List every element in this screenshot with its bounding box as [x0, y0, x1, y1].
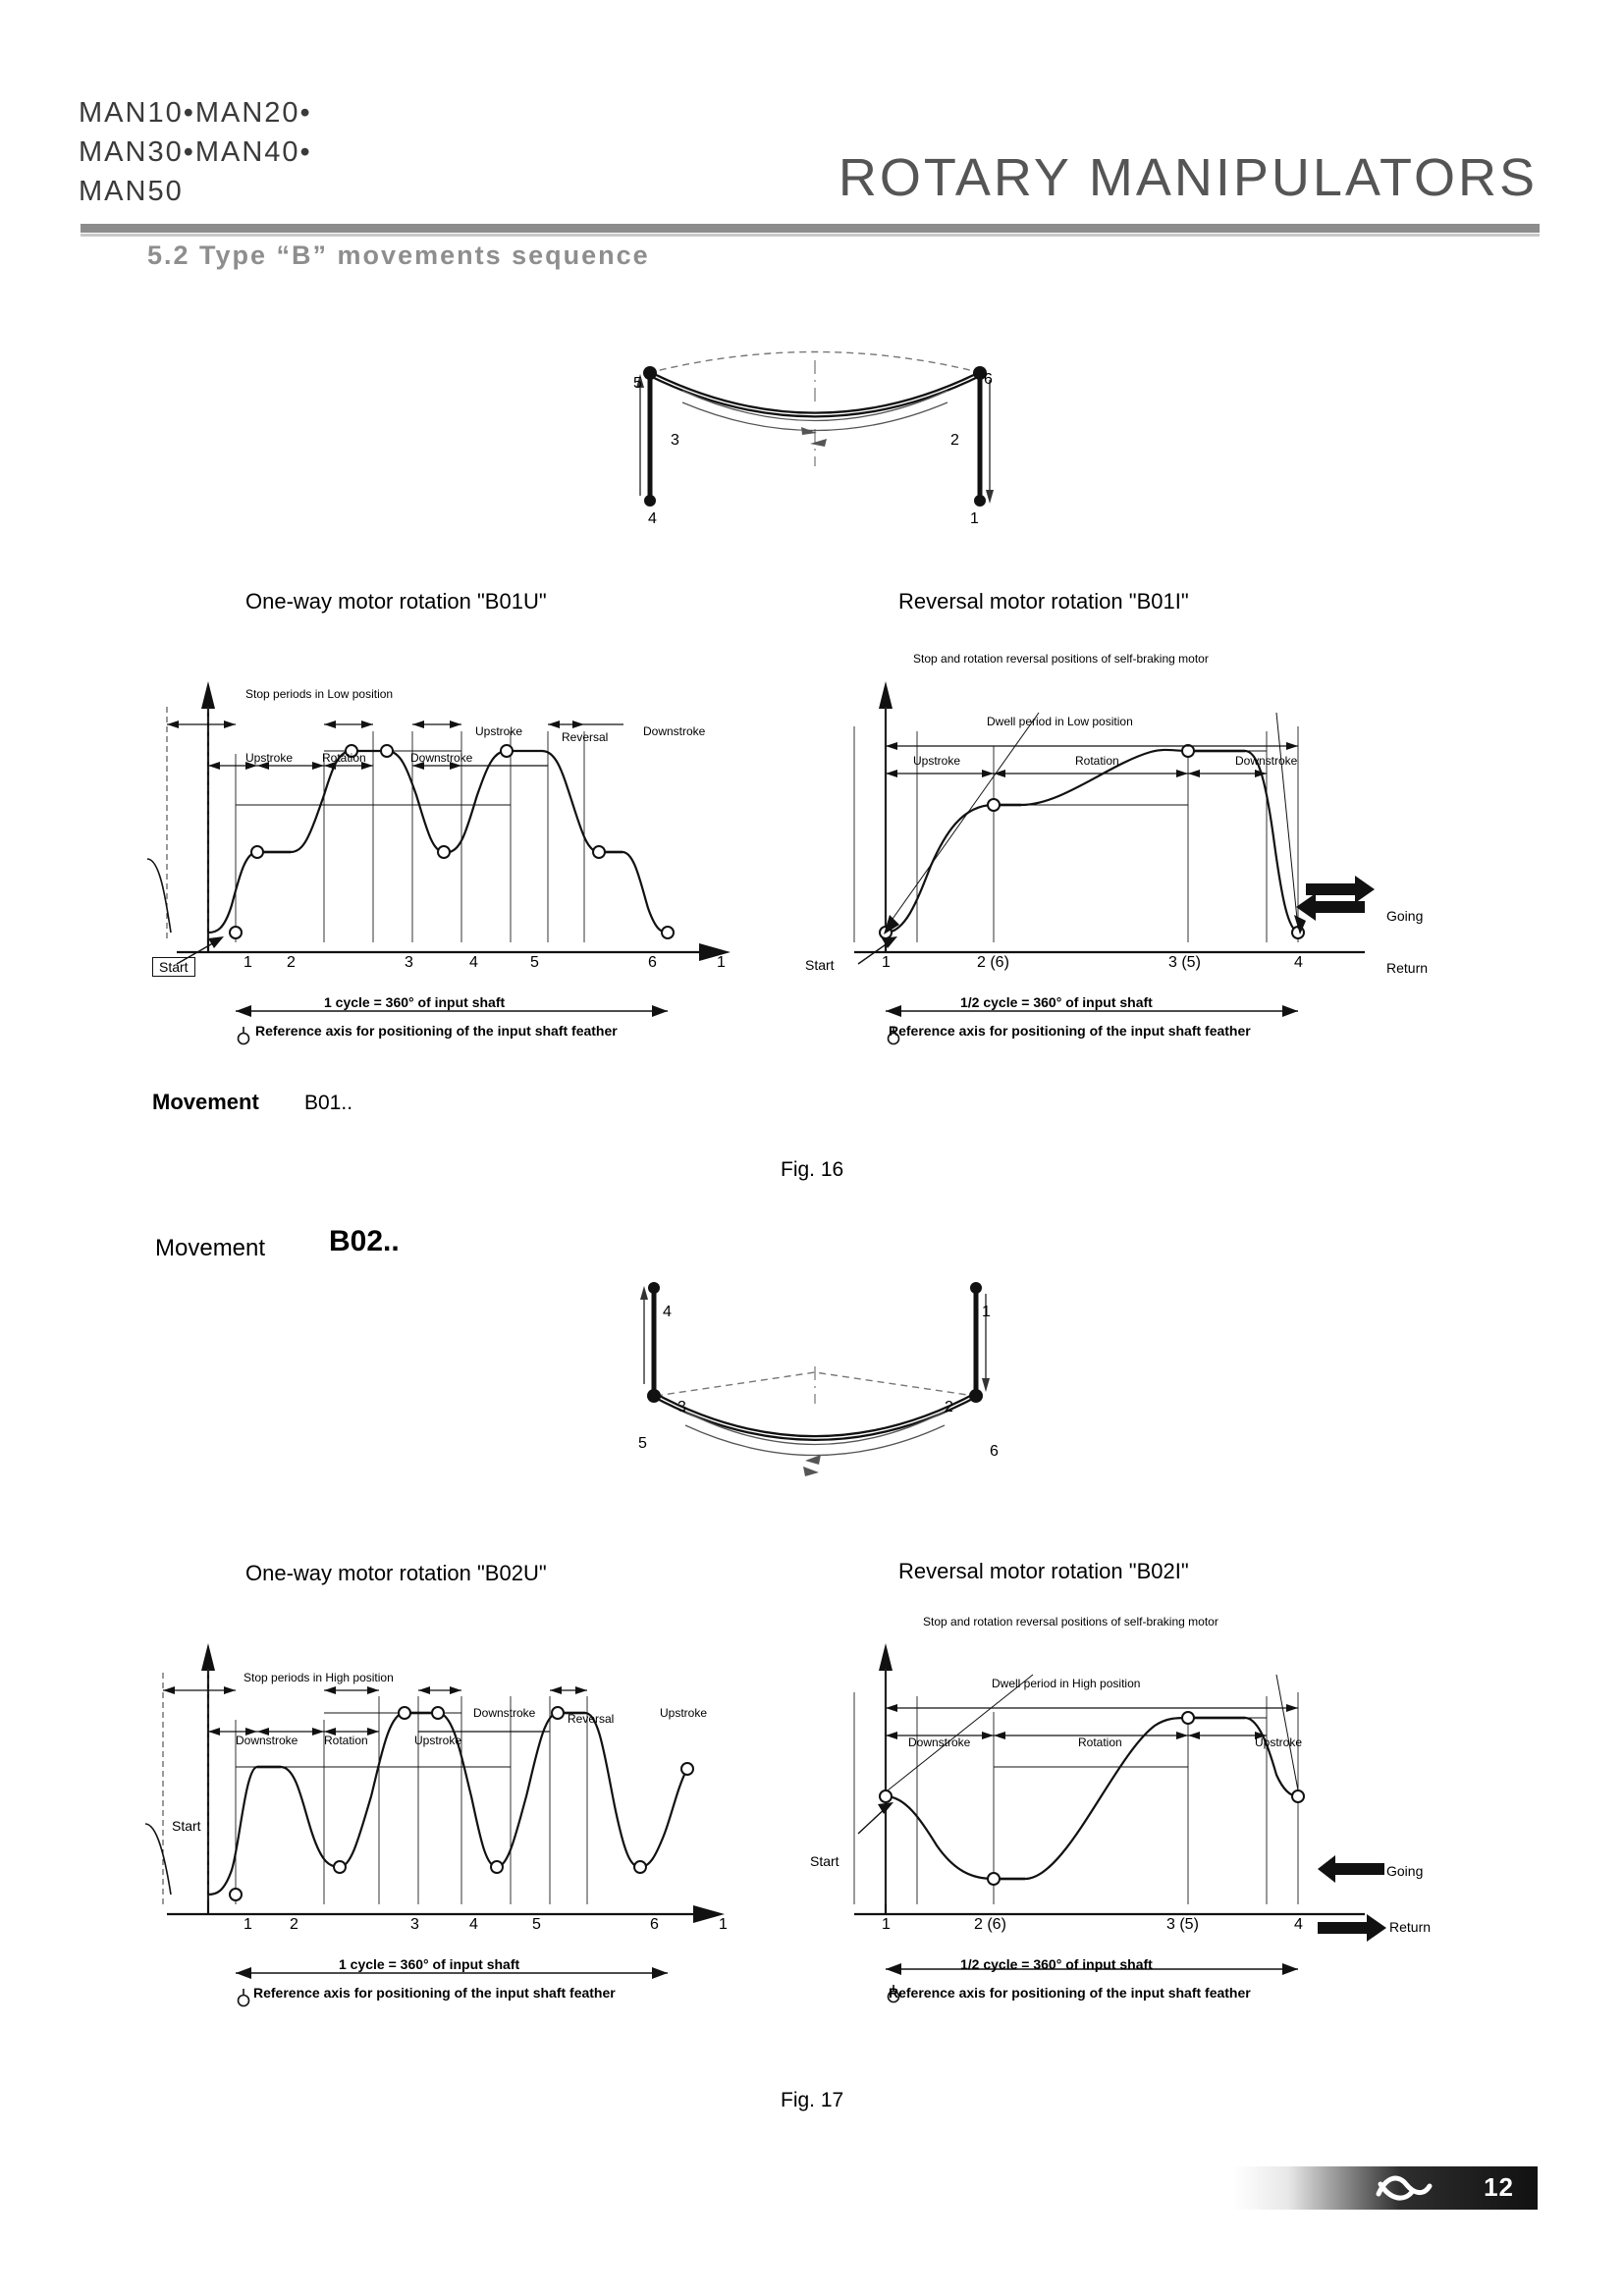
- fig17-movement-label: Movement: [155, 1235, 266, 1261]
- fig16-right-dwell: Dwell period in Low position: [987, 715, 1133, 728]
- company-logo: [1369, 2166, 1437, 2210]
- fig17-caption: Fig. 17: [781, 2089, 844, 2111]
- fig17-left-tick-4: 4: [469, 1916, 478, 1933]
- fig17-right-tick-4: 4: [1294, 1916, 1303, 1933]
- fig17-left-cycle-note: 1 cycle = 360° of input shaft: [339, 1956, 520, 1972]
- fig17-left-reversal: Reversal: [568, 1712, 615, 1726]
- fig16-point-6: 6: [984, 371, 993, 388]
- fig16-left-stop-periods: Stop periods in Low position: [245, 687, 394, 701]
- fig17-right-start: Start: [810, 1853, 839, 1869]
- fig17-right-dwell: Dwell period in High position: [992, 1677, 1141, 1690]
- fig16-point-5: 5: [633, 375, 642, 392]
- fig16-right-upstroke: Upstroke: [913, 754, 961, 768]
- fig17-left-rotation: Rotation: [324, 1734, 368, 1747]
- fig17-right-reference-note: Reference axis for positioning of the input shaft feather: [889, 1985, 1251, 2001]
- fig16-movement-code: B01..: [304, 1092, 353, 1114]
- fig17-right-tick-3: 3 (5): [1166, 1916, 1199, 1933]
- fig16-left-rotation: Rotation: [322, 751, 366, 765]
- section-title: 5.2 Type “B” movements sequence: [147, 240, 650, 270]
- fig16-point-3: 3: [671, 432, 679, 449]
- fig16-right-rotation: Rotation: [1075, 754, 1119, 768]
- fig17-right-going: Going: [1386, 1863, 1424, 1879]
- fig16-right-tick-2: 2 (6): [977, 954, 1009, 971]
- fig17-point-6: 6: [990, 1443, 999, 1460]
- fig16-right-downstroke: Downstroke: [1235, 754, 1298, 768]
- fig17-right-upstroke: Upstroke: [1255, 1735, 1303, 1749]
- fig17-left-upstroke: Upstroke: [414, 1734, 462, 1747]
- fig16-point-4: 4: [648, 510, 657, 527]
- fig17-right-cycle-note: 1/2 cycle = 360° of input shaft: [960, 1956, 1153, 1972]
- fig16-left-downstroke-2: Downstroke: [643, 724, 706, 738]
- header-models: [79, 93, 491, 211]
- fig17-left-stop-periods: Stop periods in High position: [244, 1671, 394, 1684]
- fig17-right-tick-2: 2 (6): [974, 1916, 1006, 1933]
- fig16-right-start: Start: [805, 957, 835, 973]
- fig17-left-reference-note: Reference axis for positioning of the input shaft feather: [253, 1985, 616, 2001]
- fig17-left-tick-2: 2: [290, 1916, 298, 1933]
- fig17-left-tick-6: 6: [650, 1916, 659, 1933]
- page-number: 12: [1484, 2172, 1514, 2202]
- fig17-right-tick-1: 1: [882, 1916, 891, 1933]
- fig16-left-tick-2: 2: [287, 954, 296, 971]
- fig16-left-cycle-note: 1 cycle = 360° of input shaft: [324, 994, 506, 1010]
- header-models-line2: MAN30•MAN40•: [79, 136, 312, 169]
- fig17-right-downstroke: Downstroke: [908, 1735, 971, 1749]
- fig16-left-reversal: Reversal: [562, 730, 609, 744]
- fig17-left-downstroke-2: Downstroke: [473, 1706, 536, 1720]
- fig16-right-reference-note: Reference axis for positioning of the input shaft feather: [889, 1023, 1251, 1039]
- fig17-left-upstroke-2: Upstroke: [660, 1706, 708, 1720]
- fig17-point-5: 5: [638, 1435, 647, 1452]
- fig16-left-downstroke: Downstroke: [410, 751, 473, 765]
- fig16-right-cycle-note: 1/2 cycle = 360° of input shaft: [960, 994, 1153, 1010]
- fig16-point-2: 2: [950, 432, 959, 449]
- fig17-left-tick-1: 1: [244, 1916, 252, 1933]
- fig16-right-return: Return: [1386, 960, 1429, 976]
- fig17-point-3: 3: [677, 1399, 686, 1415]
- fig16-right-tick-4: 4: [1294, 954, 1303, 971]
- fig16-left-tick-4: 4: [469, 954, 478, 971]
- fig17-left-start: Start: [172, 1818, 201, 1834]
- header-models-line3: MAN50: [79, 176, 184, 208]
- fig17-point-2: 2: [945, 1399, 953, 1415]
- fig17-left-tick-5: 5: [532, 1916, 541, 1933]
- fig16-right-tick-1: 1: [882, 954, 891, 971]
- fig16-point-1: 1: [970, 510, 979, 527]
- header-divider-light: [81, 234, 1540, 237]
- fig16-left-tick-5: 5: [530, 954, 539, 971]
- fig17-right-return: Return: [1389, 1919, 1432, 1935]
- fig16-left-upstroke-2: Upstroke: [475, 724, 523, 738]
- fig16-left-tick-7: 1: [717, 954, 726, 971]
- fig16-right-going: Going: [1386, 908, 1424, 924]
- header-models-line1: MAN10•MAN20•: [79, 97, 312, 129]
- fig16-left-reference-note: Reference axis for positioning of the input shaft feather: [255, 1023, 618, 1039]
- fig16-left-upstroke: Upstroke: [245, 751, 294, 765]
- fig16-left-tick-6: 6: [648, 954, 657, 971]
- fig16-left-start: Start: [152, 957, 195, 977]
- fig17-point-1: 1: [982, 1304, 991, 1320]
- fig16-right-title: Reversal motor rotation "B01I": [898, 589, 1189, 614]
- fig17-left-title: One-way motor rotation "B02U": [245, 1561, 547, 1585]
- fig17-right-rotation: Rotation: [1078, 1735, 1122, 1749]
- fig17-right-title: Reversal motor rotation "B02I": [898, 1559, 1189, 1583]
- fig17-left-tick-7: 1: [719, 1916, 728, 1933]
- fig17-left-downstroke: Downstroke: [236, 1734, 298, 1747]
- fig16-right-stop-note: Stop and rotation reversal positions of self-braking motor: [913, 652, 1209, 666]
- fig17-point-4: 4: [663, 1304, 672, 1320]
- fig16-caption: Fig. 16: [781, 1158, 844, 1181]
- fig16-movement-label: Movement: [152, 1090, 259, 1114]
- header-divider: [81, 224, 1540, 233]
- fig17-movement-code: B02..: [329, 1225, 400, 1257]
- page-title: ROTARY MANIPULATORS: [838, 148, 1538, 207]
- fig17-left-tick-3: 3: [410, 1916, 419, 1933]
- fig16-right-tick-3: 3 (5): [1168, 954, 1201, 971]
- fig16-left-tick-3: 3: [405, 954, 413, 971]
- fig16-left-title: One-way motor rotation "B01U": [245, 589, 547, 614]
- fig16-left-tick-1: 1: [244, 954, 252, 971]
- fig17-right-stop-note: Stop and rotation reversal positions of self-braking motor: [923, 1615, 1218, 1629]
